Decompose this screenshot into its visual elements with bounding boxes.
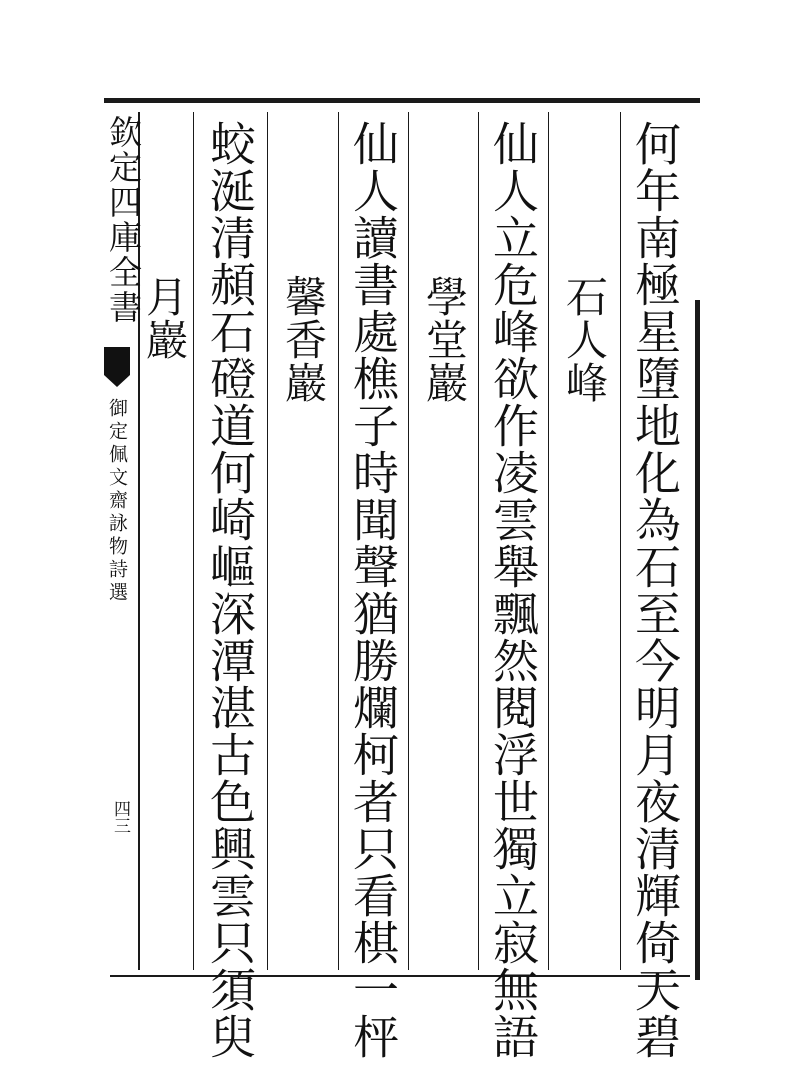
poem-title-shiren-feng: 石人峰 bbox=[560, 275, 609, 404]
column-divider bbox=[408, 112, 409, 970]
poem-line-1: 何年南極星墮地化為石至今明月夜清輝倚天碧 bbox=[628, 120, 682, 1060]
top-border bbox=[104, 98, 700, 103]
poem-title-yue-yan: 月巖 bbox=[140, 275, 189, 361]
outer-right-border bbox=[695, 300, 700, 980]
poem-line-4: 蛟涎清頳石磴道何崎嶇深潭湛古色興雲只須臾 bbox=[203, 120, 257, 1060]
column-divider bbox=[478, 112, 479, 970]
column-divider bbox=[548, 112, 549, 970]
fish-tail-mark bbox=[102, 345, 132, 389]
column-divider bbox=[620, 112, 621, 970]
poem-line-3: 仙人讀書處樵子時聞聲猶勝爛柯者只看棋一枰 bbox=[346, 120, 400, 1060]
book-title: 御定佩文齋詠物詩選 bbox=[106, 398, 128, 605]
column-divider bbox=[193, 112, 194, 970]
bottom-border bbox=[110, 975, 690, 977]
poem-title-xinxiang-yan: 馨香巖 bbox=[279, 275, 328, 404]
poem-line-2: 仙人立危峰欲作凌雲舉飄然閱浮世獨立寂無語 bbox=[486, 120, 540, 1060]
column-divider bbox=[338, 112, 339, 970]
poem-title-xuetang-yan: 學堂巖 bbox=[420, 275, 469, 404]
collection-title: 欽定四庫全書 bbox=[104, 115, 143, 325]
column-divider bbox=[267, 112, 268, 970]
page-number: 四三 bbox=[110, 800, 130, 834]
